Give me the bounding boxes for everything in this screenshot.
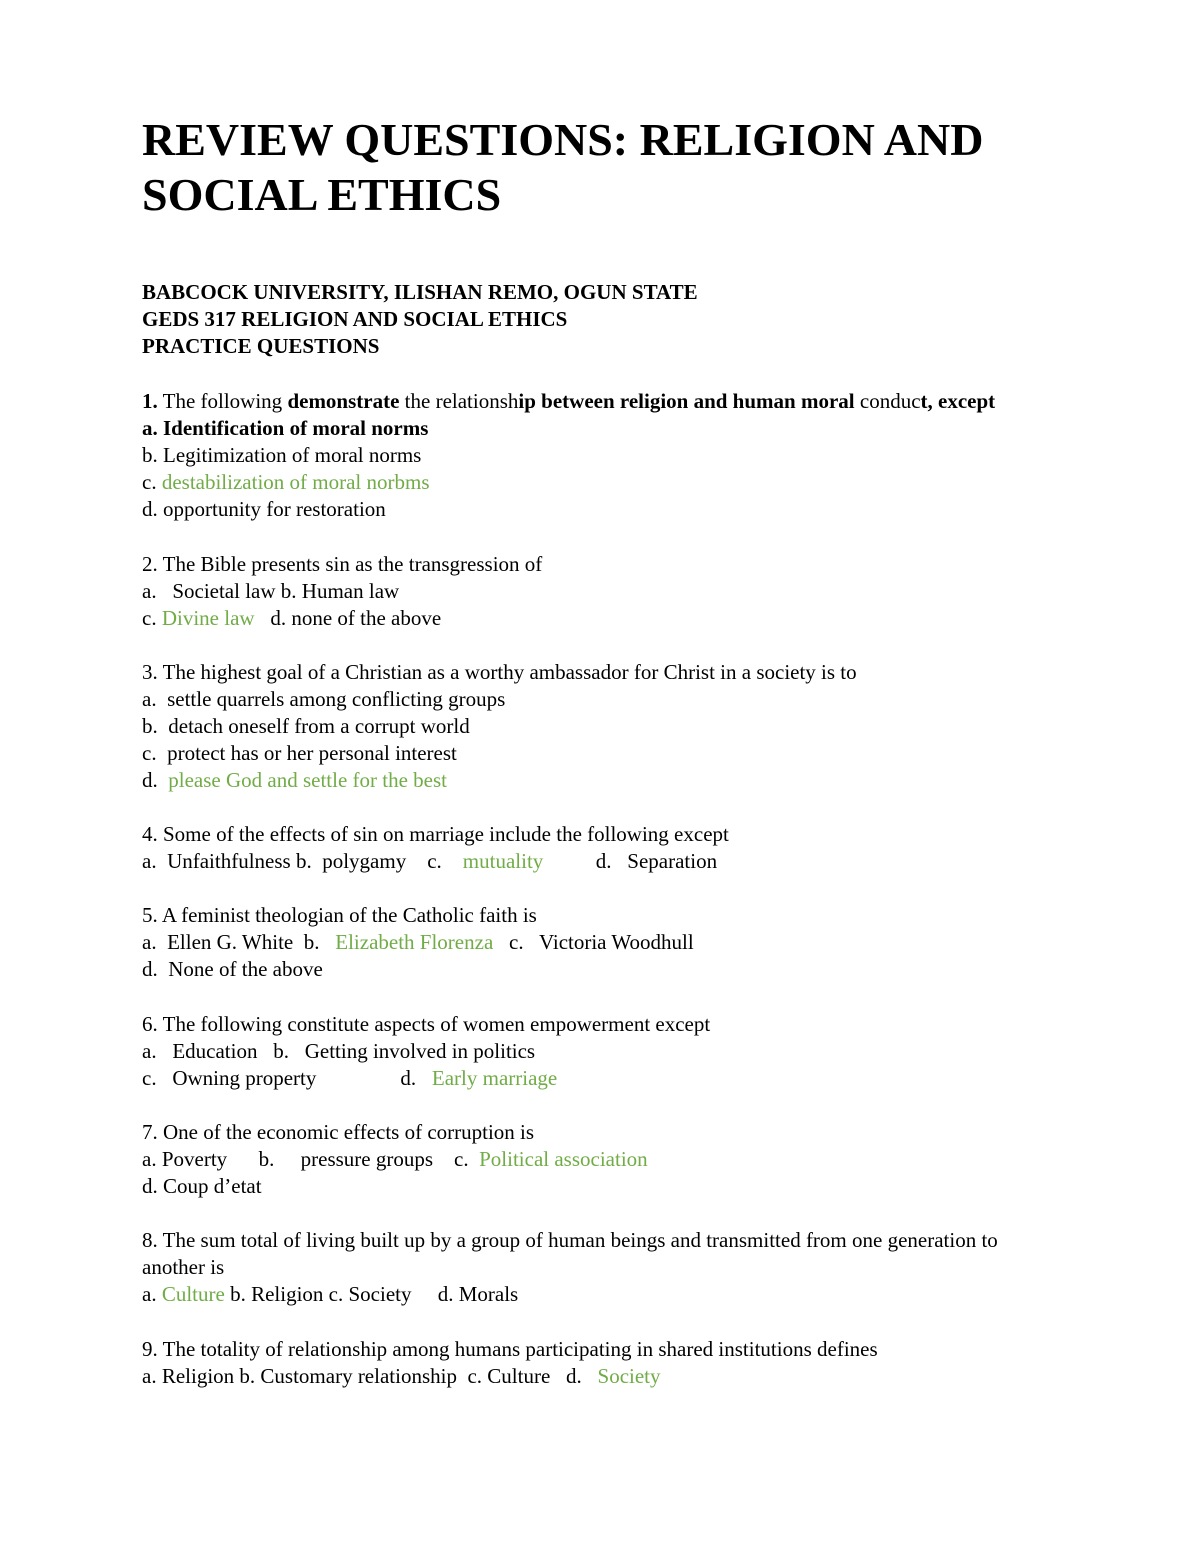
question-2-text: 2. The Bible presents sin as the transgression of [142, 552, 543, 576]
question-8-text-cont: another is [142, 1255, 225, 1279]
university-name: BABCOCK UNIVERSITY, ILISHAN REMO, OGUN STATE [142, 280, 698, 304]
question-3-option-b: b. detach oneself from a corrupt world [142, 714, 470, 738]
question-2-options-cd: c. Divine law d. none of the above [142, 606, 442, 630]
question-4-options: a. Unfaithfulness b. polygamy c. mutuality d. Separation [142, 849, 718, 873]
question-6-options-cd: c. Owning property d. Early marriage [142, 1066, 558, 1090]
question-6-text: 6. The following constitute aspects of women empowerment except [142, 1012, 711, 1036]
answer-highlight: Society [597, 1364, 661, 1388]
question-1-text: 1. The following demonstrate the relationship between religion and human moral conduct, except [142, 389, 996, 413]
answer-highlight: mutuality [462, 849, 544, 873]
question-7-text: 7. One of the economic effects of corruption is [142, 1120, 535, 1144]
question-8-text: 8. The sum total of living built up by a group of human beings and transmitted from one generation to [142, 1228, 998, 1252]
question-9-options: a. Religion b. Customary relationship c. Culture d. Society [142, 1364, 661, 1388]
question-1-option-c: c. destabilization of moral norbms [142, 470, 430, 494]
answer-highlight: Political association [479, 1147, 648, 1171]
question-3-option-d: d. please God and settle for the best [142, 768, 447, 792]
question-3-option-a: a. settle quarrels among conflicting groups [142, 687, 506, 711]
question-number: 1. [142, 389, 158, 413]
answer-highlight: destabilization of moral norbms [161, 470, 430, 494]
question-9-text: 9. The totality of relationship among humans participating in shared institutions defines [142, 1337, 878, 1361]
document-header [142, 279, 698, 360]
section-label: PRACTICE QUESTIONS [142, 334, 380, 358]
course-title: GEDS 317 RELIGION AND SOCIAL ETHICS [142, 307, 568, 331]
answer-highlight: Elizabeth Florenza [335, 930, 494, 954]
answer-highlight: please God and settle for the best [168, 768, 447, 792]
question-4-text: 4. Some of the effects of sin on marriage include the following except [142, 822, 729, 846]
answer-highlight: Culture [161, 1282, 225, 1306]
question-7-options-abc: a. Poverty b. pressure groups c. Political association [142, 1147, 648, 1171]
question-3-option-c: c. protect has or her personal interest [142, 741, 457, 765]
question-1-option-a: a. Identification of moral norms [142, 416, 429, 440]
question-1-option-b: b. Legitimization of moral norms [142, 443, 422, 467]
question-5-text: 5. A feminist theologian of the Catholic faith is [142, 903, 537, 927]
question-1-option-d: d. opportunity for restoration [142, 497, 386, 521]
answer-highlight: Divine law [161, 606, 255, 630]
question-8-options: a. Culture b. Religion c. Society d. Morals [142, 1282, 519, 1306]
question-6-options-ab: a. Education b. Getting involved in politics [142, 1039, 536, 1063]
question-5-option-d: d. None of the above [142, 957, 323, 981]
question-7-option-d: d. Coup d’etat [142, 1174, 262, 1198]
question-2-options-ab: a. Societal law b. Human law [142, 579, 400, 603]
answer-highlight: Early marriage [431, 1066, 558, 1090]
page-title: REVIEW QUESTIONS: RELIGION AND SOCIAL ETHICS [142, 114, 984, 220]
question-3-text: 3. The highest goal of a Christian as a worthy ambassador for Christ in a society is to [142, 660, 857, 684]
question-5-options-abc: a. Ellen G. White b. Elizabeth Florenza c. Victoria Woodhull [142, 930, 694, 954]
